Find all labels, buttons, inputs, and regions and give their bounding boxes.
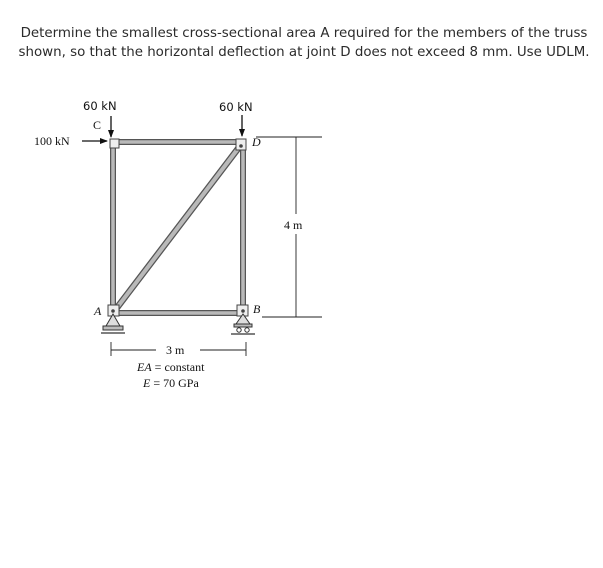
roller-support-b bbox=[231, 314, 255, 334]
joint-label-a: A bbox=[94, 304, 102, 318]
ea-note: EA = constant bbox=[137, 360, 205, 374]
e-note: E = 70 GPa bbox=[143, 376, 199, 390]
joint-c-plate bbox=[110, 139, 119, 148]
joint-label-b: B bbox=[253, 302, 261, 316]
pin-support-a bbox=[101, 314, 125, 333]
load-label-horizontal: 100 kN bbox=[34, 134, 70, 148]
load-label-d: 60 kN bbox=[219, 100, 253, 114]
width-dimension-label: 3 m bbox=[166, 343, 185, 357]
height-dimension-label: 4 m bbox=[284, 218, 303, 232]
problem-statement: Determine the smallest cross-sectional area A required for the members of the truss shown, so that the horizontal deflection at joint D does not exceed 8 mm. Use UDLM. bbox=[18, 26, 590, 60]
load-arrows bbox=[82, 115, 242, 141]
load-label-c: 60 kN bbox=[83, 99, 117, 113]
joint-label-c: C bbox=[93, 118, 102, 132]
joint-label-d: D bbox=[252, 135, 261, 149]
truss-members bbox=[113, 142, 243, 313]
